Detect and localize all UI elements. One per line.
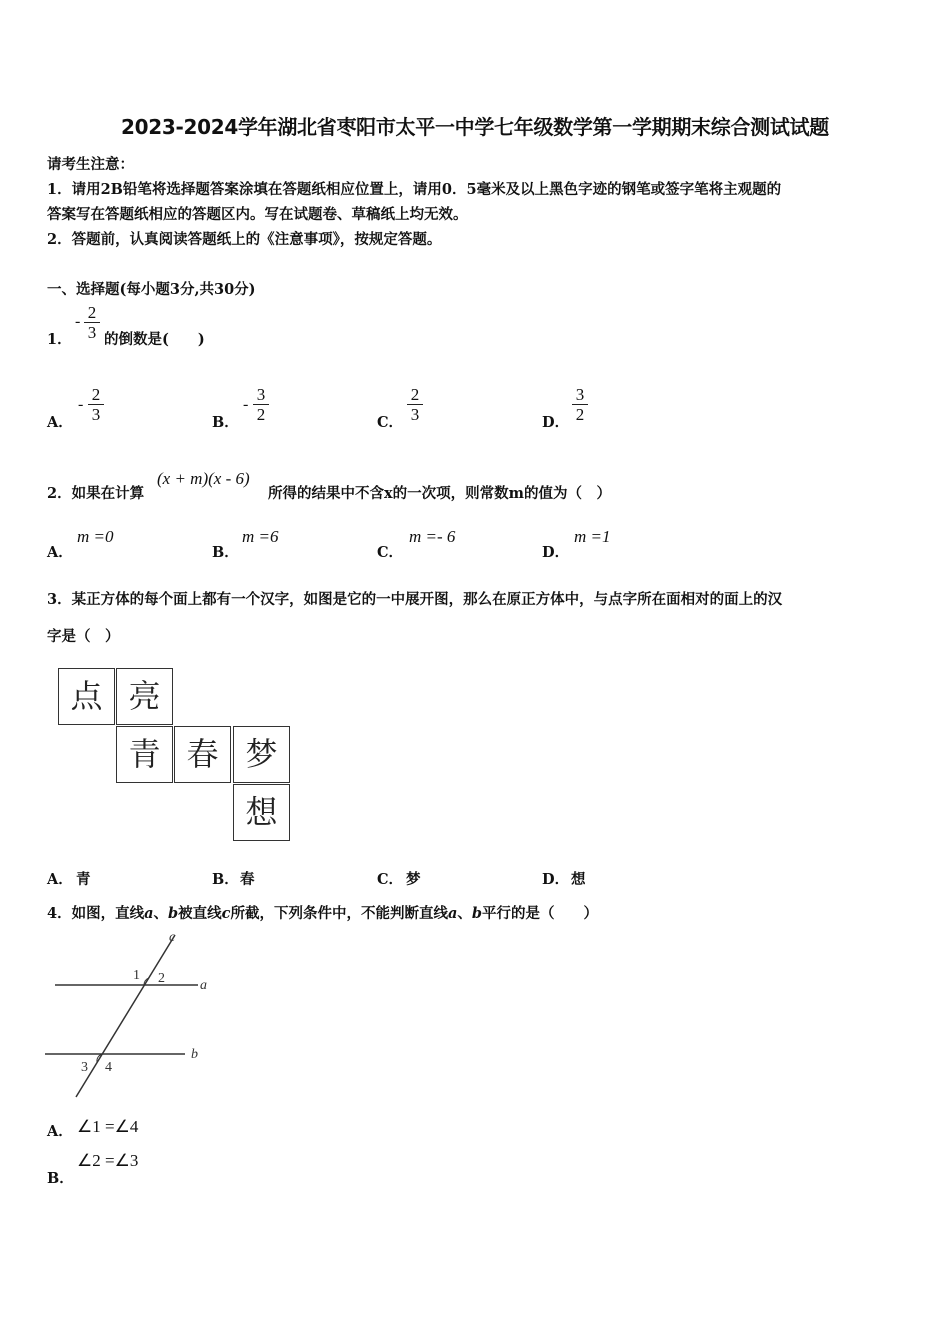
option-label: C． [377, 414, 404, 431]
frac-den: 2 [253, 404, 269, 424]
option-expression: m =0 [77, 527, 114, 546]
frac-num: 2 [410, 385, 420, 404]
option-text: 春 [240, 871, 255, 888]
label-c: c [169, 930, 176, 945]
q4-sep: 、 [153, 905, 168, 922]
frac-num: 2 [91, 385, 101, 404]
option-sign: - [78, 396, 84, 413]
option-label: B． [212, 414, 239, 431]
q2-expression: (x + m)(x - 6) [157, 469, 250, 488]
q4-text-pre: 4．如图，直线 [47, 905, 145, 922]
q4-var-a-2: a [447, 905, 458, 922]
option-fraction [253, 385, 269, 424]
option-label: A． [47, 871, 73, 888]
option-fraction [572, 385, 588, 424]
option-label: C． [377, 871, 404, 888]
q1-text: 的倒数是( ) [104, 331, 205, 348]
page-title: 2023-2024学年湖北省枣阳市太平一中学七年级数学第一学期期末综合测试试题 [121, 115, 829, 139]
q2-prefix: 2．如果在计算 [47, 485, 145, 502]
option-label: D． [542, 544, 570, 561]
frac-den: 3 [88, 404, 104, 424]
parallel-lines-figure [40, 925, 220, 1105]
net-cell-dian: 点 [58, 668, 115, 725]
angle-1-label: 1 [133, 968, 140, 983]
q4-text [47, 902, 598, 923]
notice-line-3: 2．答题前，认真阅读答题纸上的《注意事项》，按规定答题。 [47, 231, 442, 248]
q1-number: 1． [47, 331, 72, 348]
option-text: 想 [571, 871, 586, 888]
frac-den: 2 [572, 404, 588, 424]
option-sign: - [243, 396, 249, 413]
q2-suffix: 所得的结果中不含x的一次项，则常数m的值为（ ） [268, 485, 611, 502]
q4-sep-2: 、 [457, 905, 472, 922]
net-cell-meng: 梦 [233, 726, 290, 783]
option-expression: m =- 6 [409, 527, 456, 546]
net-cell-qing: 青 [116, 726, 173, 783]
notice-line-1: 1．请用2B铅笔将选择题答案涂填在答题纸相应位置上，请用0．5毫米及以上黑色字迹的钢笔或签字笔将主观题的 [47, 181, 782, 198]
frac-den: 3 [407, 404, 423, 424]
q4-var-b: b [168, 905, 179, 922]
frac-num: 3 [256, 385, 266, 404]
q1-frac-num: 2 [87, 303, 97, 322]
label-a: a [200, 978, 207, 993]
q1-fraction [84, 303, 100, 342]
angle-2-label: 2 [158, 971, 165, 986]
option-fraction [407, 385, 423, 424]
q4-var-c: c [221, 905, 231, 922]
notice-line-2: 答案写在答题纸相应的答题区内。写在试题卷、草稿纸上均无效。 [47, 206, 468, 223]
q3-line-1: 3．某正方体的每个面上都有一个汉字，如图是它的一中展开图，那么在原正方体中，与点字所在面相对的面上的汉 [47, 591, 783, 608]
option-label: B． [212, 871, 239, 888]
notice-heading: 请考生注意： [47, 156, 134, 173]
line-c [76, 935, 175, 1097]
net-cell-liang: 亮 [116, 668, 173, 725]
q1-sign: - [75, 313, 81, 330]
option-label: C． [377, 544, 404, 561]
q3-line-2: 字是（ ） [47, 628, 120, 645]
option-label: A． [47, 544, 73, 561]
q4-text-end: 平行的是（ ） [482, 905, 599, 922]
option-label: D． [542, 871, 570, 888]
option-label: B． [212, 544, 239, 561]
frac-num: 3 [575, 385, 585, 404]
q4-text-mid: 被直线 [178, 905, 222, 922]
option-text: 青 [76, 871, 91, 888]
q4-text-mid2: 所截，下列条件中，不能判断直线 [230, 905, 448, 922]
net-cell-xiang: 想 [233, 784, 290, 841]
option-expression: ∠2 =∠3 [77, 1151, 139, 1170]
option-label: A． [47, 1123, 73, 1140]
q4-var-b-2: b [471, 905, 483, 922]
section-heading: 一、选择题(每小题3分,共30分) [47, 281, 256, 298]
option-label: A． [47, 414, 73, 431]
q4-var-a: a [144, 905, 154, 922]
net-cell-chun: 春 [174, 726, 231, 783]
option-expression: m =1 [574, 527, 611, 546]
option-label: D． [542, 414, 570, 431]
option-label: B． [47, 1170, 74, 1187]
q1-frac-den: 3 [84, 322, 100, 342]
option-expression: m =6 [242, 527, 279, 546]
option-fraction [88, 385, 104, 424]
option-expression: ∠1 =∠4 [77, 1117, 139, 1136]
label-b: b [191, 1047, 198, 1062]
angle-4-label: 4 [105, 1060, 112, 1075]
angle-3-label: 3 [81, 1060, 88, 1075]
option-text: 梦 [406, 871, 421, 888]
